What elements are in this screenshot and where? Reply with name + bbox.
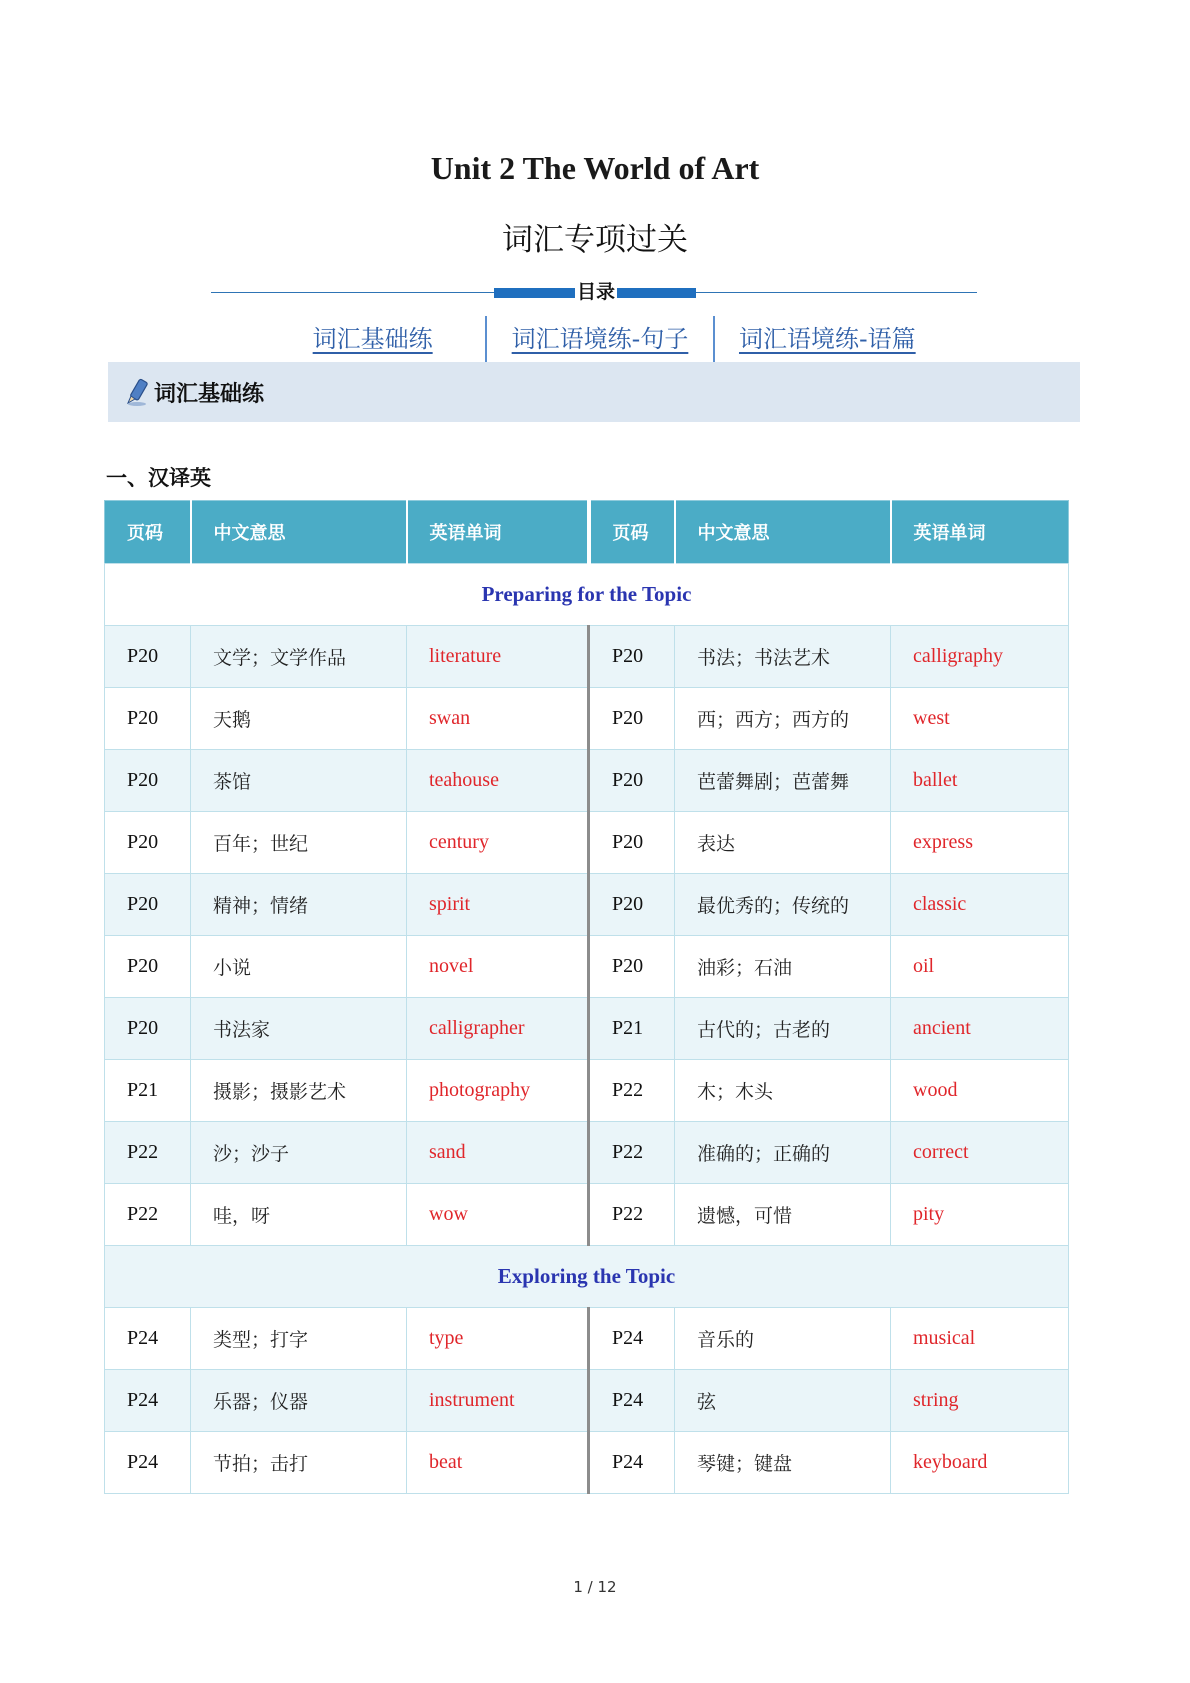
cell-english: sand xyxy=(407,1122,589,1184)
cell-english: wow xyxy=(407,1184,589,1246)
cell-page: P20 xyxy=(105,626,191,688)
table-row xyxy=(105,1308,1069,1370)
cell-english: literature xyxy=(407,626,589,688)
cell-chinese: 沙；沙子 xyxy=(191,1122,407,1184)
table-header-row xyxy=(105,501,1069,564)
cell-english: correct xyxy=(891,1122,1069,1184)
table-row xyxy=(105,626,1069,688)
section-title: 词汇基础练 xyxy=(154,381,265,407)
cell-chinese: 百年；世纪 xyxy=(191,812,407,874)
cell-page: P22 xyxy=(589,1060,675,1122)
cell-page: P24 xyxy=(589,1432,675,1494)
cell-page: P22 xyxy=(105,1184,191,1246)
cell-chinese: 古代的；古老的 xyxy=(675,998,891,1060)
toc-link-passages[interactable]: 词汇语境练-语篇 xyxy=(738,325,916,353)
cell-chinese: 乐器；仪器 xyxy=(191,1370,407,1432)
cell-page: P24 xyxy=(105,1308,191,1370)
cell-page: P20 xyxy=(105,998,191,1060)
header-chinese: 中文意思 xyxy=(191,501,407,564)
cell-page: P20 xyxy=(589,688,675,750)
cell-english: west xyxy=(891,688,1069,750)
cell-chinese: 天鹅 xyxy=(191,688,407,750)
cell-page: P24 xyxy=(589,1370,675,1432)
cell-page: P24 xyxy=(589,1308,675,1370)
toc-link-basic[interactable]: 词汇基础练 xyxy=(312,325,433,353)
cell-page: P20 xyxy=(105,812,191,874)
cell-english: century xyxy=(407,812,589,874)
table-row xyxy=(105,1060,1069,1122)
cell-page: P24 xyxy=(105,1432,191,1494)
document-subtitle: 词汇专项过关 xyxy=(502,222,688,258)
cell-page: P24 xyxy=(105,1370,191,1432)
table-row xyxy=(105,1370,1069,1432)
cell-chinese: 文学；文学作品 xyxy=(191,626,407,688)
group-title: Exploring the Topic xyxy=(105,1246,1069,1308)
table-row xyxy=(105,998,1069,1060)
table-row xyxy=(105,688,1069,750)
cell-chinese: 表达 xyxy=(675,812,891,874)
page-number: 1 / 12 xyxy=(573,1578,617,1596)
cell-page: P22 xyxy=(105,1122,191,1184)
group-title: Preparing for the Topic xyxy=(105,564,1069,626)
cell-english: ballet xyxy=(891,750,1069,812)
cell-chinese: 哇，呀 xyxy=(191,1184,407,1246)
cell-chinese: 类型；打字 xyxy=(191,1308,407,1370)
cell-page: P20 xyxy=(589,936,675,998)
header-english: 英语单词 xyxy=(407,501,589,564)
cell-chinese: 遗憾，可惜 xyxy=(675,1184,891,1246)
vocabulary-table-body xyxy=(105,564,1069,1494)
cell-chinese: 书法家 xyxy=(191,998,407,1060)
cell-english: calligraphy xyxy=(891,626,1069,688)
cell-english: calligrapher xyxy=(407,998,589,1060)
cell-chinese: 精神；情绪 xyxy=(191,874,407,936)
cell-english: instrument xyxy=(407,1370,589,1432)
toc-links xyxy=(260,316,940,362)
cell-english: string xyxy=(891,1370,1069,1432)
header-english: 英语单词 xyxy=(891,501,1069,564)
cell-english: musical xyxy=(891,1308,1069,1370)
cell-chinese: 油彩；石油 xyxy=(675,936,891,998)
cell-page: P20 xyxy=(589,626,675,688)
cell-chinese: 准确的；正确的 xyxy=(675,1122,891,1184)
cell-english: swan xyxy=(407,688,589,750)
cell-english: keyboard xyxy=(891,1432,1069,1494)
cell-english: photography xyxy=(407,1060,589,1122)
section-header xyxy=(108,362,1080,422)
cell-page: P20 xyxy=(589,750,675,812)
cell-page: P20 xyxy=(105,936,191,998)
cell-page: P22 xyxy=(589,1122,675,1184)
table-row xyxy=(105,936,1069,998)
cell-english: pity xyxy=(891,1184,1069,1246)
cell-english: spirit xyxy=(407,874,589,936)
cell-page: P20 xyxy=(589,812,675,874)
cell-english: oil xyxy=(891,936,1069,998)
cell-english: novel xyxy=(407,936,589,998)
cell-chinese: 书法；书法艺术 xyxy=(675,626,891,688)
cell-english: classic xyxy=(891,874,1069,936)
cell-page: P20 xyxy=(105,750,191,812)
cell-chinese: 音乐的 xyxy=(675,1308,891,1370)
cell-chinese: 茶馆 xyxy=(191,750,407,812)
header-chinese: 中文意思 xyxy=(675,501,891,564)
cell-page: P21 xyxy=(589,998,675,1060)
subsection-title: 一、汉译英 xyxy=(106,466,211,490)
cell-chinese: 弦 xyxy=(675,1370,891,1432)
table-row xyxy=(105,812,1069,874)
cell-page: P20 xyxy=(105,688,191,750)
toc-label: 目录 xyxy=(576,281,615,303)
cell-english: express xyxy=(891,812,1069,874)
cell-page: P20 xyxy=(105,874,191,936)
header-page: 页码 xyxy=(589,501,675,564)
group-row xyxy=(105,564,1069,626)
table-row xyxy=(105,750,1069,812)
cell-page: P20 xyxy=(589,874,675,936)
cell-chinese: 节拍；击打 xyxy=(191,1432,407,1494)
pencil-icon xyxy=(124,377,150,407)
group-row xyxy=(105,1246,1069,1308)
table-row xyxy=(105,1184,1069,1246)
cell-english: teahouse xyxy=(407,750,589,812)
table-row xyxy=(105,1122,1069,1184)
table-row xyxy=(105,1432,1069,1494)
cell-chinese: 木；木头 xyxy=(675,1060,891,1122)
cell-page: P21 xyxy=(105,1060,191,1122)
cell-english: type xyxy=(407,1308,589,1370)
header-page: 页码 xyxy=(105,501,191,564)
cell-english: beat xyxy=(407,1432,589,1494)
table-row xyxy=(105,874,1069,936)
toc-link-sentences[interactable]: 词汇语境练-句子 xyxy=(511,325,689,353)
cell-chinese: 小说 xyxy=(191,936,407,998)
cell-chinese: 琴键；键盘 xyxy=(675,1432,891,1494)
cell-chinese: 最优秀的；传统的 xyxy=(675,874,891,936)
cell-chinese: 西；西方；西方的 xyxy=(675,688,891,750)
document-title: Unit 2 The World of Art xyxy=(430,150,760,186)
cell-page: P22 xyxy=(589,1184,675,1246)
cell-chinese: 摄影；摄影艺术 xyxy=(191,1060,407,1122)
cell-english: ancient xyxy=(891,998,1069,1060)
vocabulary-table xyxy=(104,500,1069,1494)
cell-chinese: 芭蕾舞剧；芭蕾舞 xyxy=(675,750,891,812)
cell-english: wood xyxy=(891,1060,1069,1122)
